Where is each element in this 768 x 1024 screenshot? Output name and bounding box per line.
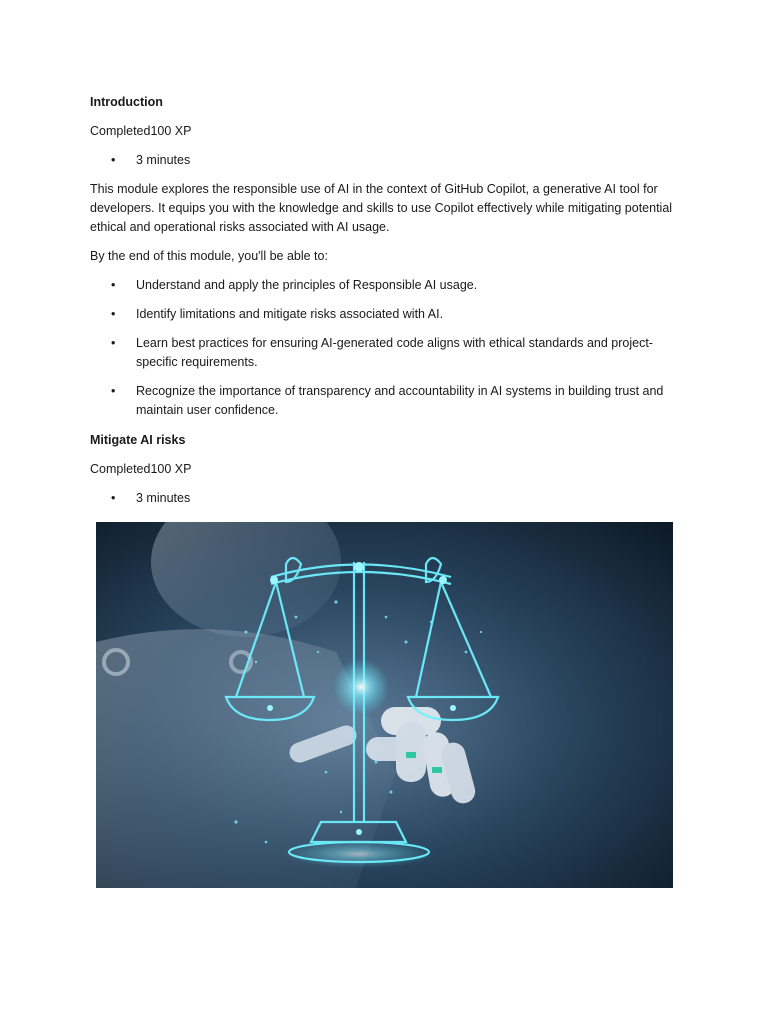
robot-scales-illustration xyxy=(96,522,673,888)
objective-text: Recognize the importance of transparency and accountability in AI systems in building trust and maintain user confidence. xyxy=(136,384,664,417)
section-heading-mitigate-ai-risks: Mitigate AI risks xyxy=(90,433,186,447)
section-status: Completed100 XP xyxy=(90,124,192,138)
objective-text: Understand and apply the principles of Responsible AI usage. xyxy=(136,278,478,292)
bullet: • xyxy=(111,491,116,505)
scales-of-justice-icon xyxy=(96,522,673,888)
bullet: • xyxy=(111,384,116,398)
intro-paragraph: This module explores the responsible use of AI in the context of GitHub Copilot, a generative AI tool for developers. It equips you with the knowledge and skills to use Copilot effectively while mitigating potential ethical and operational risks associated with AI usage. xyxy=(90,182,673,234)
section-heading-introduction: Introduction xyxy=(90,95,163,109)
section-status: Completed100 XP xyxy=(90,462,192,476)
bullet: • xyxy=(111,153,116,167)
bullet: • xyxy=(111,336,116,350)
objective-text: Learn best practices for ensuring AI-generated code aligns with ethical standards and project-specific requirements. xyxy=(136,336,653,369)
bullet: • xyxy=(111,307,116,321)
bullet: • xyxy=(111,278,116,292)
duration-text: 3 minutes xyxy=(136,153,191,167)
duration-text: 3 minutes xyxy=(136,491,191,505)
objective-text: Identify limitations and mitigate risks associated with AI. xyxy=(136,307,444,321)
objectives-lead: By the end of this module, you'll be able to: xyxy=(90,249,328,263)
